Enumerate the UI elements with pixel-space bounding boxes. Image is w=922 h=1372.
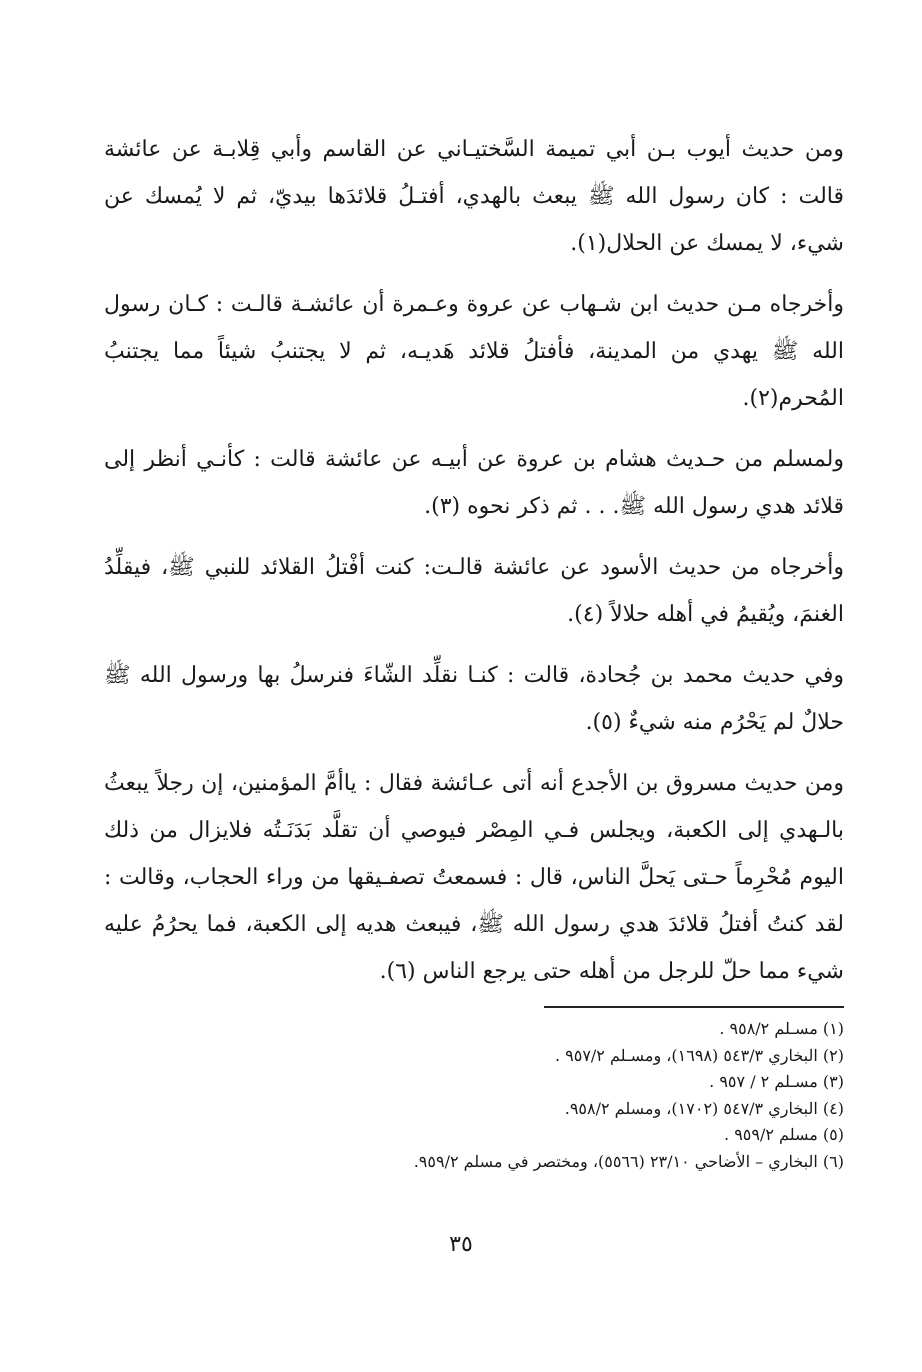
footnote-6: (٦) البخاري – الأضاحي ٢٣/١٠ (٥٥٦٦)، ومختصر في مسلم ٩٥٩/٢. [413,1151,844,1171]
footnote-1: (١) مسـلم ٩٥٨/٢ . [719,1019,844,1038]
footnote-divider [544,1006,844,1008]
footnote-2: (٢) البخاري ٥٤٣/٣ (١٦٩٨)، ومسـلم ٩٥٧/٢ . [554,1045,844,1065]
paragraph-2: وأخرجاه مـن حديث ابن شـهاب عن عروة وعـمرة أن عائشـة قالـت : كـان رسول الله ﷺ يهدي من المدينة، فأفتلُ قلائد هَديـه، ثم لا يجتنبُ شيئاً مما يجتنبُ المُحرم(٢). [104,292,844,411]
footnote-5: (٥) مسلم ٩٥٩/٢ . [724,1125,844,1144]
paragraph-6: ومن حديث مسروق بن الأجدع أنه أتى عـائشة فقال : ياأمَّ المؤمنين، إن رجلاً يبعثُ بالـهدي إلى الكعبة، ويجلس فـي المِصْر فيوصي أن تقلَّد بَدَنَـتُه فلايزال من ذلك اليوم مُحْرِماً حـتى يَحلَّ الناس، قال : فسمعتُ تصفـيقها من وراء الحجاب، وقالت : لقد كنتُ أفتلُ قلائدَ هدي رسول الله ﷺ، فيبعث هديه إلى الكعبة، فما يحرُمُ عليه شيء مما حلّ للرجل من أهله حتى يرجع الناس (٦). [104,771,844,984]
footnote-4: (٤) البخاري ٥٤٧/٣ (١٧٠٢)، ومسلم ٩٥٨/٢. [564,1098,844,1118]
footnote-3: (٣) مسـلم ٢ / ٩٥٧ . [709,1072,844,1091]
paragraph-4: وأخرجاه من حديث الأسود عن عائشة قالـت: كنت أفْتلُ القلائد للنبي ﷺ، فيقلِّدُ الغنمَ، ويُقيمُ في أهله حلالاً (٤). [104,555,844,627]
paragraph-1: ومن حديث أيوب بـن أبي تميمة السَّختيـاني عن القاسم وأبي قِلابـة عن عائشة قالت : كان رسول الله ﷺ يبعث بالهدي، أفتـلُ قلائدَها بيديّ، ثم لا يُمسك عن شيء، لا يمسك عن الحلال(١). [104,137,844,256]
paragraph-5: وفي حديث محمد بن جُحادة، قالت : كنـا نقلِّد الشّاءَ فنرسلُ بها ورسول الله ﷺ حلالٌ لم يَحْرُم منه شيءٌ (٥). [104,663,844,735]
page-number: ٣٥ [449,1232,473,1257]
paragraph-3: ولمسلم من حـديث هشام بن عروة عن أبيـه عن عائشة قالت : كأنـي أنظر إلى قلائد هدي رسول الله ﷺ. . . ثم ذكر نحوه (٣). [104,447,844,519]
main-text [104,126,844,1009]
footnotes [300,1016,844,1175]
